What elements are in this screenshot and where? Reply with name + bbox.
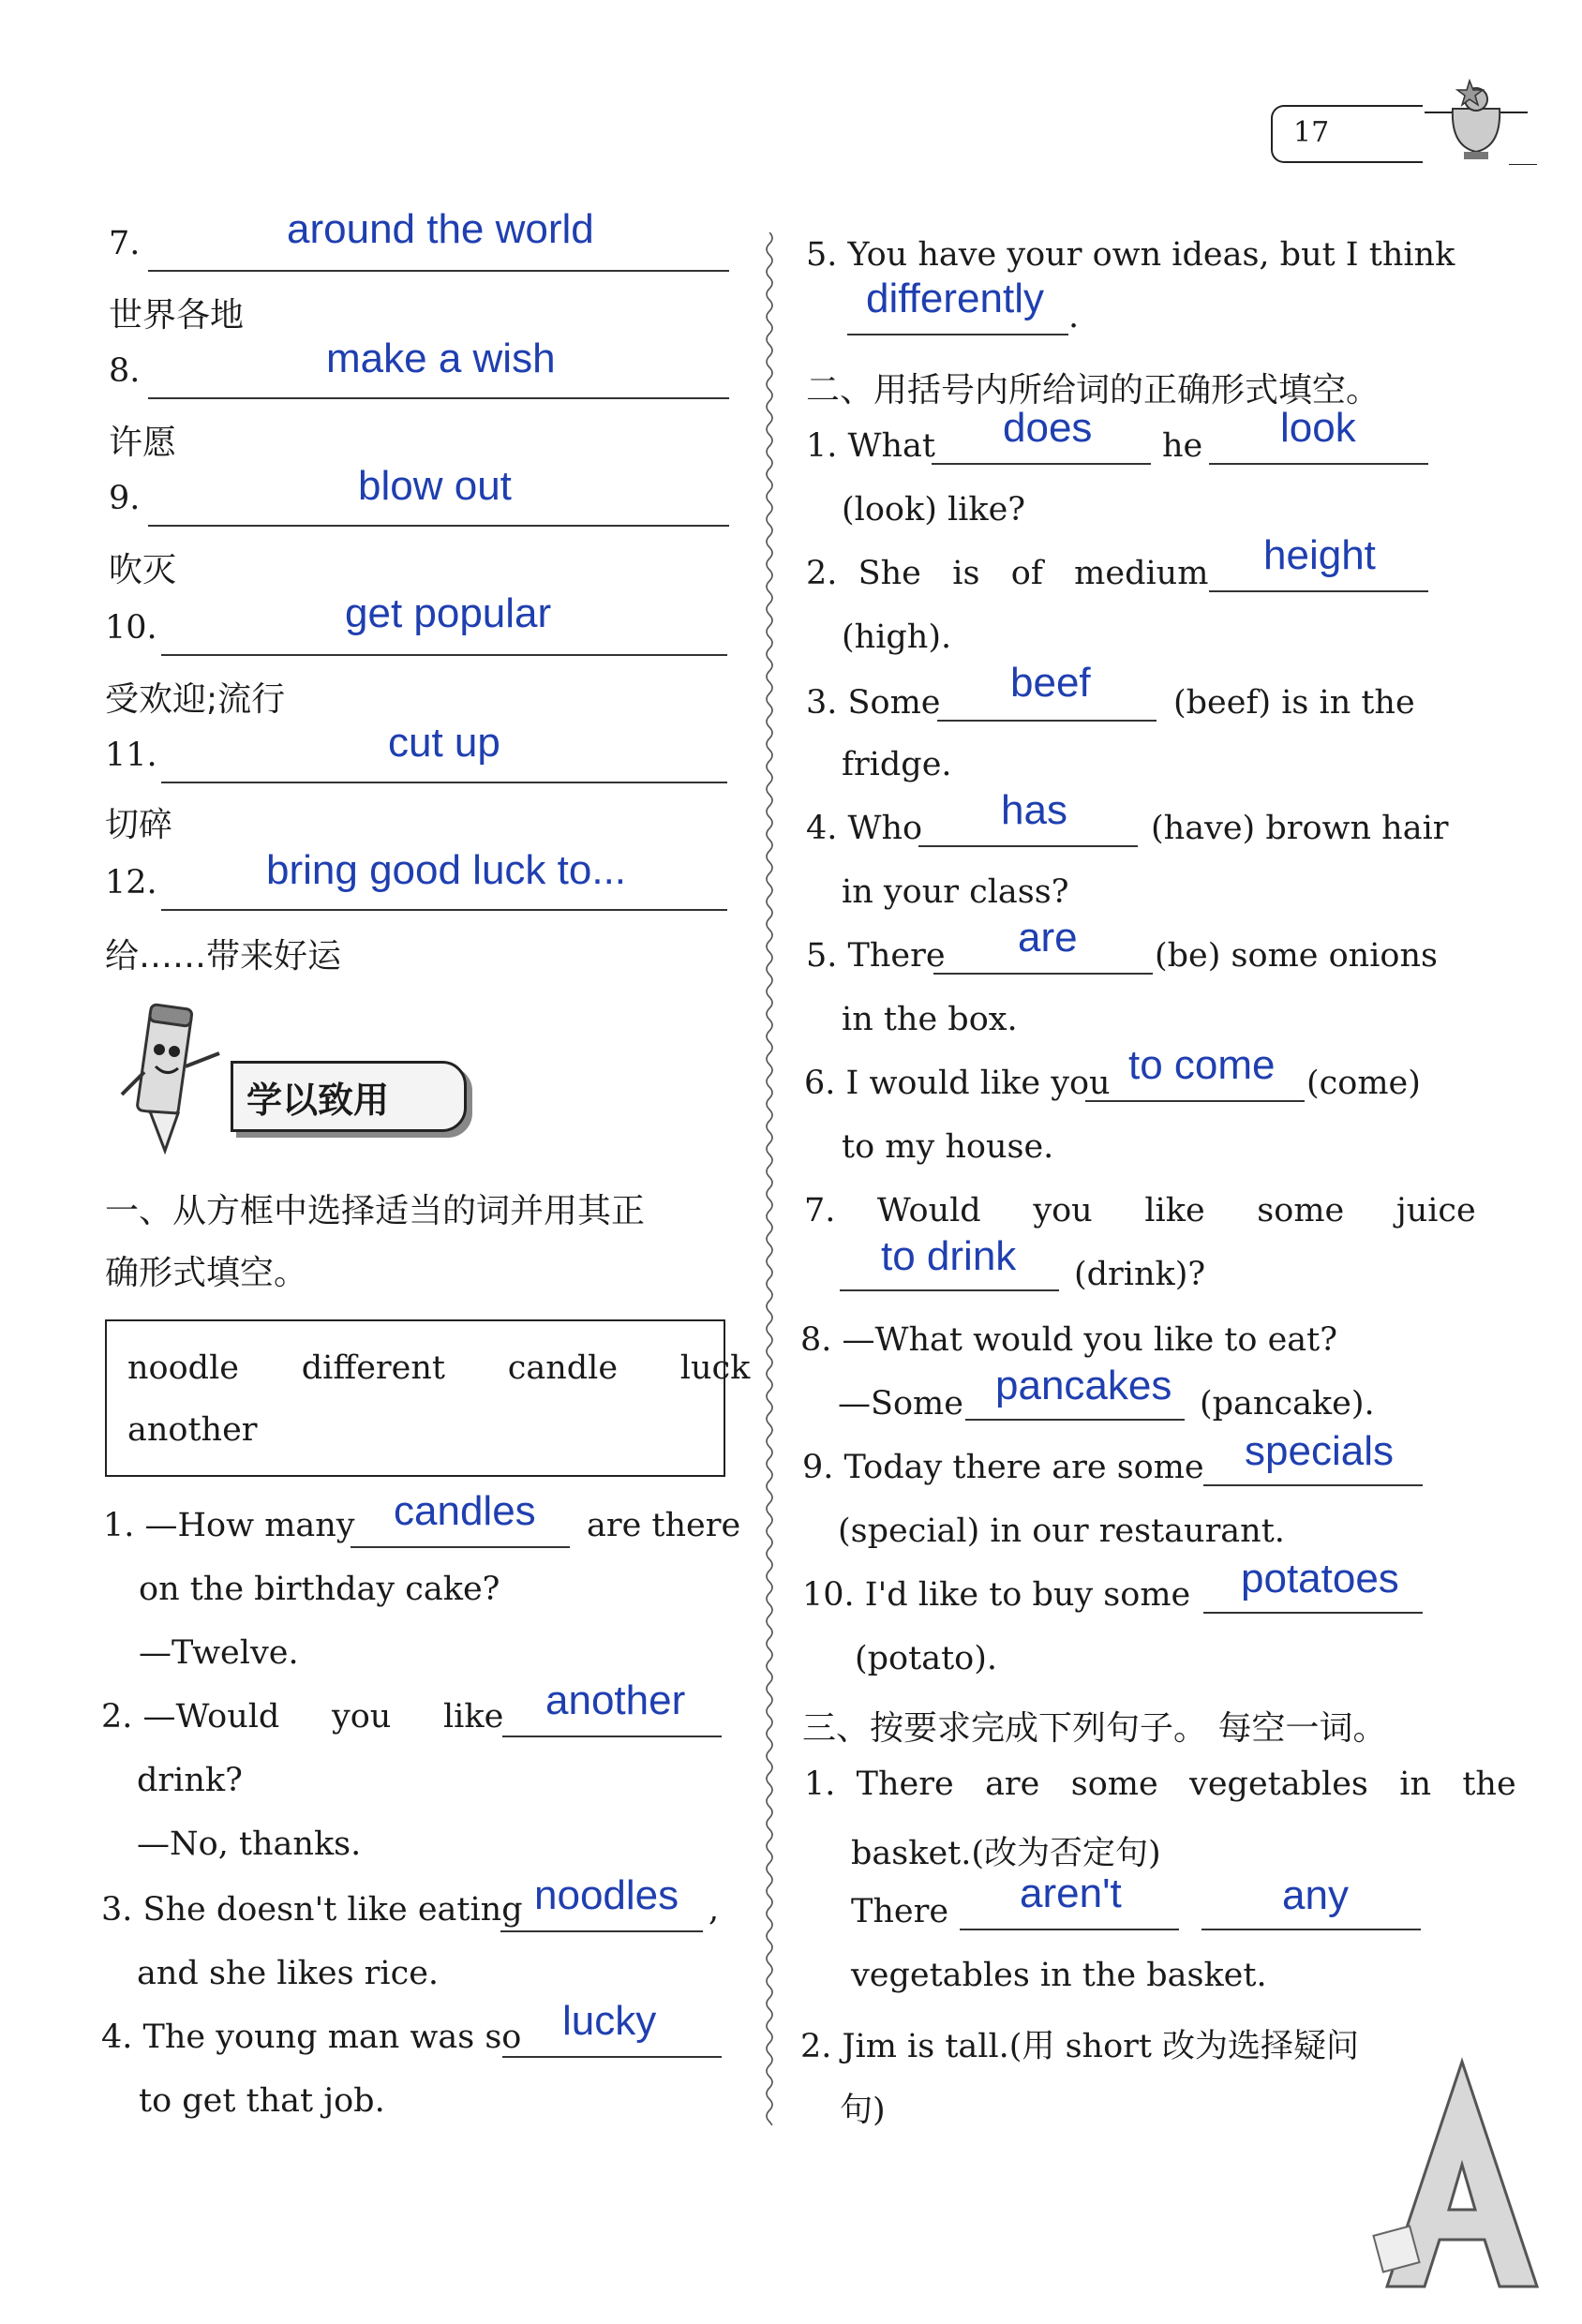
q3-answer: noodles bbox=[534, 1872, 679, 1918]
s2-q10-answer: potatoes bbox=[1241, 1556, 1399, 1601]
s2-q4-answer: has bbox=[1001, 787, 1067, 833]
q3-text: 3. She doesn't like eating bbox=[101, 1891, 523, 1929]
word-box bbox=[105, 1319, 751, 1477]
page-number: 17 bbox=[1293, 116, 1330, 149]
s2-q6-text-c: to my house. bbox=[842, 1128, 1054, 1166]
answer-line bbox=[502, 1736, 722, 1737]
answer-line bbox=[840, 1289, 1059, 1291]
q2-answer: another bbox=[545, 1677, 686, 1723]
r-q5-text: 5. You have your own ideas, but I think bbox=[806, 236, 1455, 274]
vocab-num: 7. bbox=[109, 225, 141, 262]
s3-q1-text-c: There bbox=[851, 1893, 949, 1930]
r-q5-answer: differently bbox=[866, 276, 1044, 321]
letter-a-decoration-icon bbox=[1368, 2052, 1556, 2296]
section1-title-line2: 确形式填空。 bbox=[105, 1254, 308, 1292]
s2-q9-text: 9. Today there are some bbox=[802, 1449, 1204, 1486]
s2-q4-text-c: in your class? bbox=[842, 873, 1069, 911]
s2-q1-text-b: he bbox=[1162, 427, 1203, 465]
s2-q3-answer: beef bbox=[1010, 660, 1091, 706]
q2-text: 2. —Would you like bbox=[101, 1698, 504, 1736]
answer-line bbox=[1203, 1612, 1423, 1614]
s2-q6-text-b: (come) bbox=[1306, 1065, 1421, 1102]
s2-q8-text-b: —Some bbox=[838, 1385, 963, 1423]
s2-q9-text-c: (special) in our restaurant. bbox=[838, 1512, 1285, 1550]
s2-q4-text: 4. Who bbox=[806, 810, 923, 847]
answer-line bbox=[937, 720, 1157, 722]
answer-line bbox=[918, 845, 1138, 847]
s3-q1-text-d: vegetables in the basket. bbox=[851, 1957, 1267, 1994]
s3-q2-text-b: 句) bbox=[840, 2092, 886, 2129]
q1-reply: —Twelve. bbox=[139, 1634, 299, 1672]
q3-comma: , bbox=[709, 1891, 720, 1929]
answer-line bbox=[933, 973, 1153, 975]
s2-q6-text: 6. I would like you bbox=[804, 1065, 1111, 1102]
s2-q5-text: 5. There bbox=[806, 937, 946, 975]
vocab-num: 10. bbox=[105, 609, 157, 647]
s2-q3-text-b: (beef) is in the bbox=[1173, 684, 1415, 722]
section2-title: 二、用括号内所给词的正确形式填空。 bbox=[806, 371, 1381, 410]
answer-line bbox=[1203, 1484, 1423, 1486]
vocab-meaning: 许愿 bbox=[109, 424, 177, 462]
word-box-line2: another bbox=[127, 1411, 258, 1449]
s3-q2-text: 2. Jim is tall.(用 short 改为选择疑问 bbox=[800, 2028, 1360, 2065]
banner-title: 学以致用 bbox=[246, 1080, 390, 1121]
vocab-num: 8. bbox=[109, 352, 141, 390]
vocab-num: 12. bbox=[105, 864, 157, 901]
s2-q3-text: 3. Some bbox=[806, 684, 941, 722]
s2-q10-text-c: (potato). bbox=[855, 1640, 997, 1677]
s2-q5-text-b: (be) some onions bbox=[1155, 937, 1438, 975]
s2-q2-text: 2. She is of medium bbox=[806, 555, 1209, 592]
q2-reply: —No, thanks. bbox=[137, 1825, 362, 1863]
vocab-answer: bring good luck to... bbox=[266, 847, 627, 893]
s2-q9-answer: specials bbox=[1245, 1428, 1394, 1474]
s2-q2-text-c: (high). bbox=[842, 618, 952, 656]
answer-line bbox=[148, 397, 729, 399]
s2-q1-text-c: (look) like? bbox=[842, 491, 1026, 529]
s3-q1-text: 1. There are some vegetables in the bbox=[804, 1765, 1516, 1803]
r-q5-dot: . bbox=[1068, 298, 1080, 335]
vocab-num: 9. bbox=[109, 480, 141, 517]
s2-q1-text: 1. What bbox=[806, 427, 935, 465]
word-box-line1: noodle different candle luck bbox=[127, 1349, 751, 1387]
trophy-icon bbox=[1415, 71, 1537, 165]
column-divider bbox=[763, 232, 776, 2125]
vocab-meaning: 受欢迎;流行 bbox=[105, 680, 286, 719]
answer-line bbox=[960, 1929, 1179, 1930]
pencil-mascot-icon bbox=[116, 1001, 229, 1155]
s2-q5-text-c: in the box. bbox=[842, 1001, 1018, 1038]
answer-line bbox=[161, 909, 727, 911]
s2-q8-answer: pancakes bbox=[995, 1363, 1172, 1408]
q1-text-c: on the birthday cake? bbox=[139, 1571, 500, 1608]
s2-q8-text-c: (pancake). bbox=[1200, 1385, 1375, 1423]
s2-q6-answer: to come bbox=[1128, 1042, 1276, 1088]
q4-text: 4. The young man was so bbox=[101, 2019, 522, 2056]
answer-line bbox=[932, 463, 1151, 465]
vocab-meaning: 吹灭 bbox=[109, 551, 177, 589]
q3-text-b: and she likes rice. bbox=[137, 1955, 440, 1992]
vocab-num: 11. bbox=[105, 737, 157, 774]
vocab-answer: make a wish bbox=[326, 335, 556, 381]
vocab-meaning: 给……带来好运 bbox=[105, 937, 342, 976]
s2-q4-text-b: (have) brown hair bbox=[1151, 810, 1449, 847]
answer-line bbox=[161, 654, 727, 656]
s2-q1-answer1: does bbox=[1003, 405, 1093, 451]
s2-q10-text: 10. I'd like to buy some bbox=[802, 1576, 1191, 1614]
answer-line bbox=[148, 525, 729, 527]
answer-line bbox=[351, 1546, 570, 1548]
section3-title: 三、按要求完成下列句子。 每空一词。 bbox=[802, 1709, 1387, 1748]
answer-line bbox=[148, 270, 729, 272]
vocab-answer: around the world bbox=[287, 206, 594, 252]
answer-line bbox=[1201, 1929, 1421, 1930]
s2-q7-answer: to drink bbox=[881, 1233, 1017, 1279]
section1-title-line1: 一、从方框中选择适当的词并用其正 bbox=[105, 1192, 646, 1230]
answer-line bbox=[1209, 463, 1428, 465]
s2-q8-text: 8. —What would you like to eat? bbox=[800, 1321, 1338, 1359]
q4-answer: lucky bbox=[562, 1998, 657, 2044]
vocab-meaning: 切碎 bbox=[105, 806, 173, 844]
s3-q1-answer2: any bbox=[1282, 1872, 1349, 1918]
s2-q1-answer2: look bbox=[1280, 405, 1356, 451]
answer-line bbox=[847, 334, 1068, 335]
answer-line bbox=[500, 1930, 703, 1932]
q1-text: 1. —How many bbox=[103, 1507, 355, 1544]
s3-q1-text-b: basket.(改为否定句) bbox=[851, 1835, 1161, 1872]
answer-line bbox=[161, 782, 727, 783]
vocab-answer: cut up bbox=[388, 720, 500, 766]
answer-line bbox=[965, 1419, 1185, 1421]
s2-q2-answer: height bbox=[1263, 532, 1376, 578]
q1-text-b: are there bbox=[587, 1507, 741, 1544]
s3-q1-answer1: aren't bbox=[1020, 1870, 1122, 1916]
s2-q7-text-b: (drink)? bbox=[1074, 1256, 1206, 1293]
section-banner bbox=[231, 1061, 467, 1132]
vocab-meaning: 世界各地 bbox=[109, 296, 245, 335]
answer-line bbox=[502, 2056, 722, 2058]
q1-answer: candles bbox=[394, 1488, 536, 1534]
q2-text-b: drink? bbox=[137, 1762, 243, 1799]
vocab-answer: get popular bbox=[345, 590, 552, 636]
s2-q3-text-c: fridge. bbox=[842, 746, 952, 783]
s2-q5-answer: are bbox=[1018, 915, 1078, 961]
s2-q7-text: 7. Would you like some juice bbox=[804, 1192, 1476, 1229]
q4-text-b: to get that job. bbox=[139, 2082, 385, 2120]
vocab-answer: blow out bbox=[358, 463, 512, 509]
answer-line bbox=[1209, 590, 1428, 592]
answer-line bbox=[1085, 1100, 1305, 1102]
